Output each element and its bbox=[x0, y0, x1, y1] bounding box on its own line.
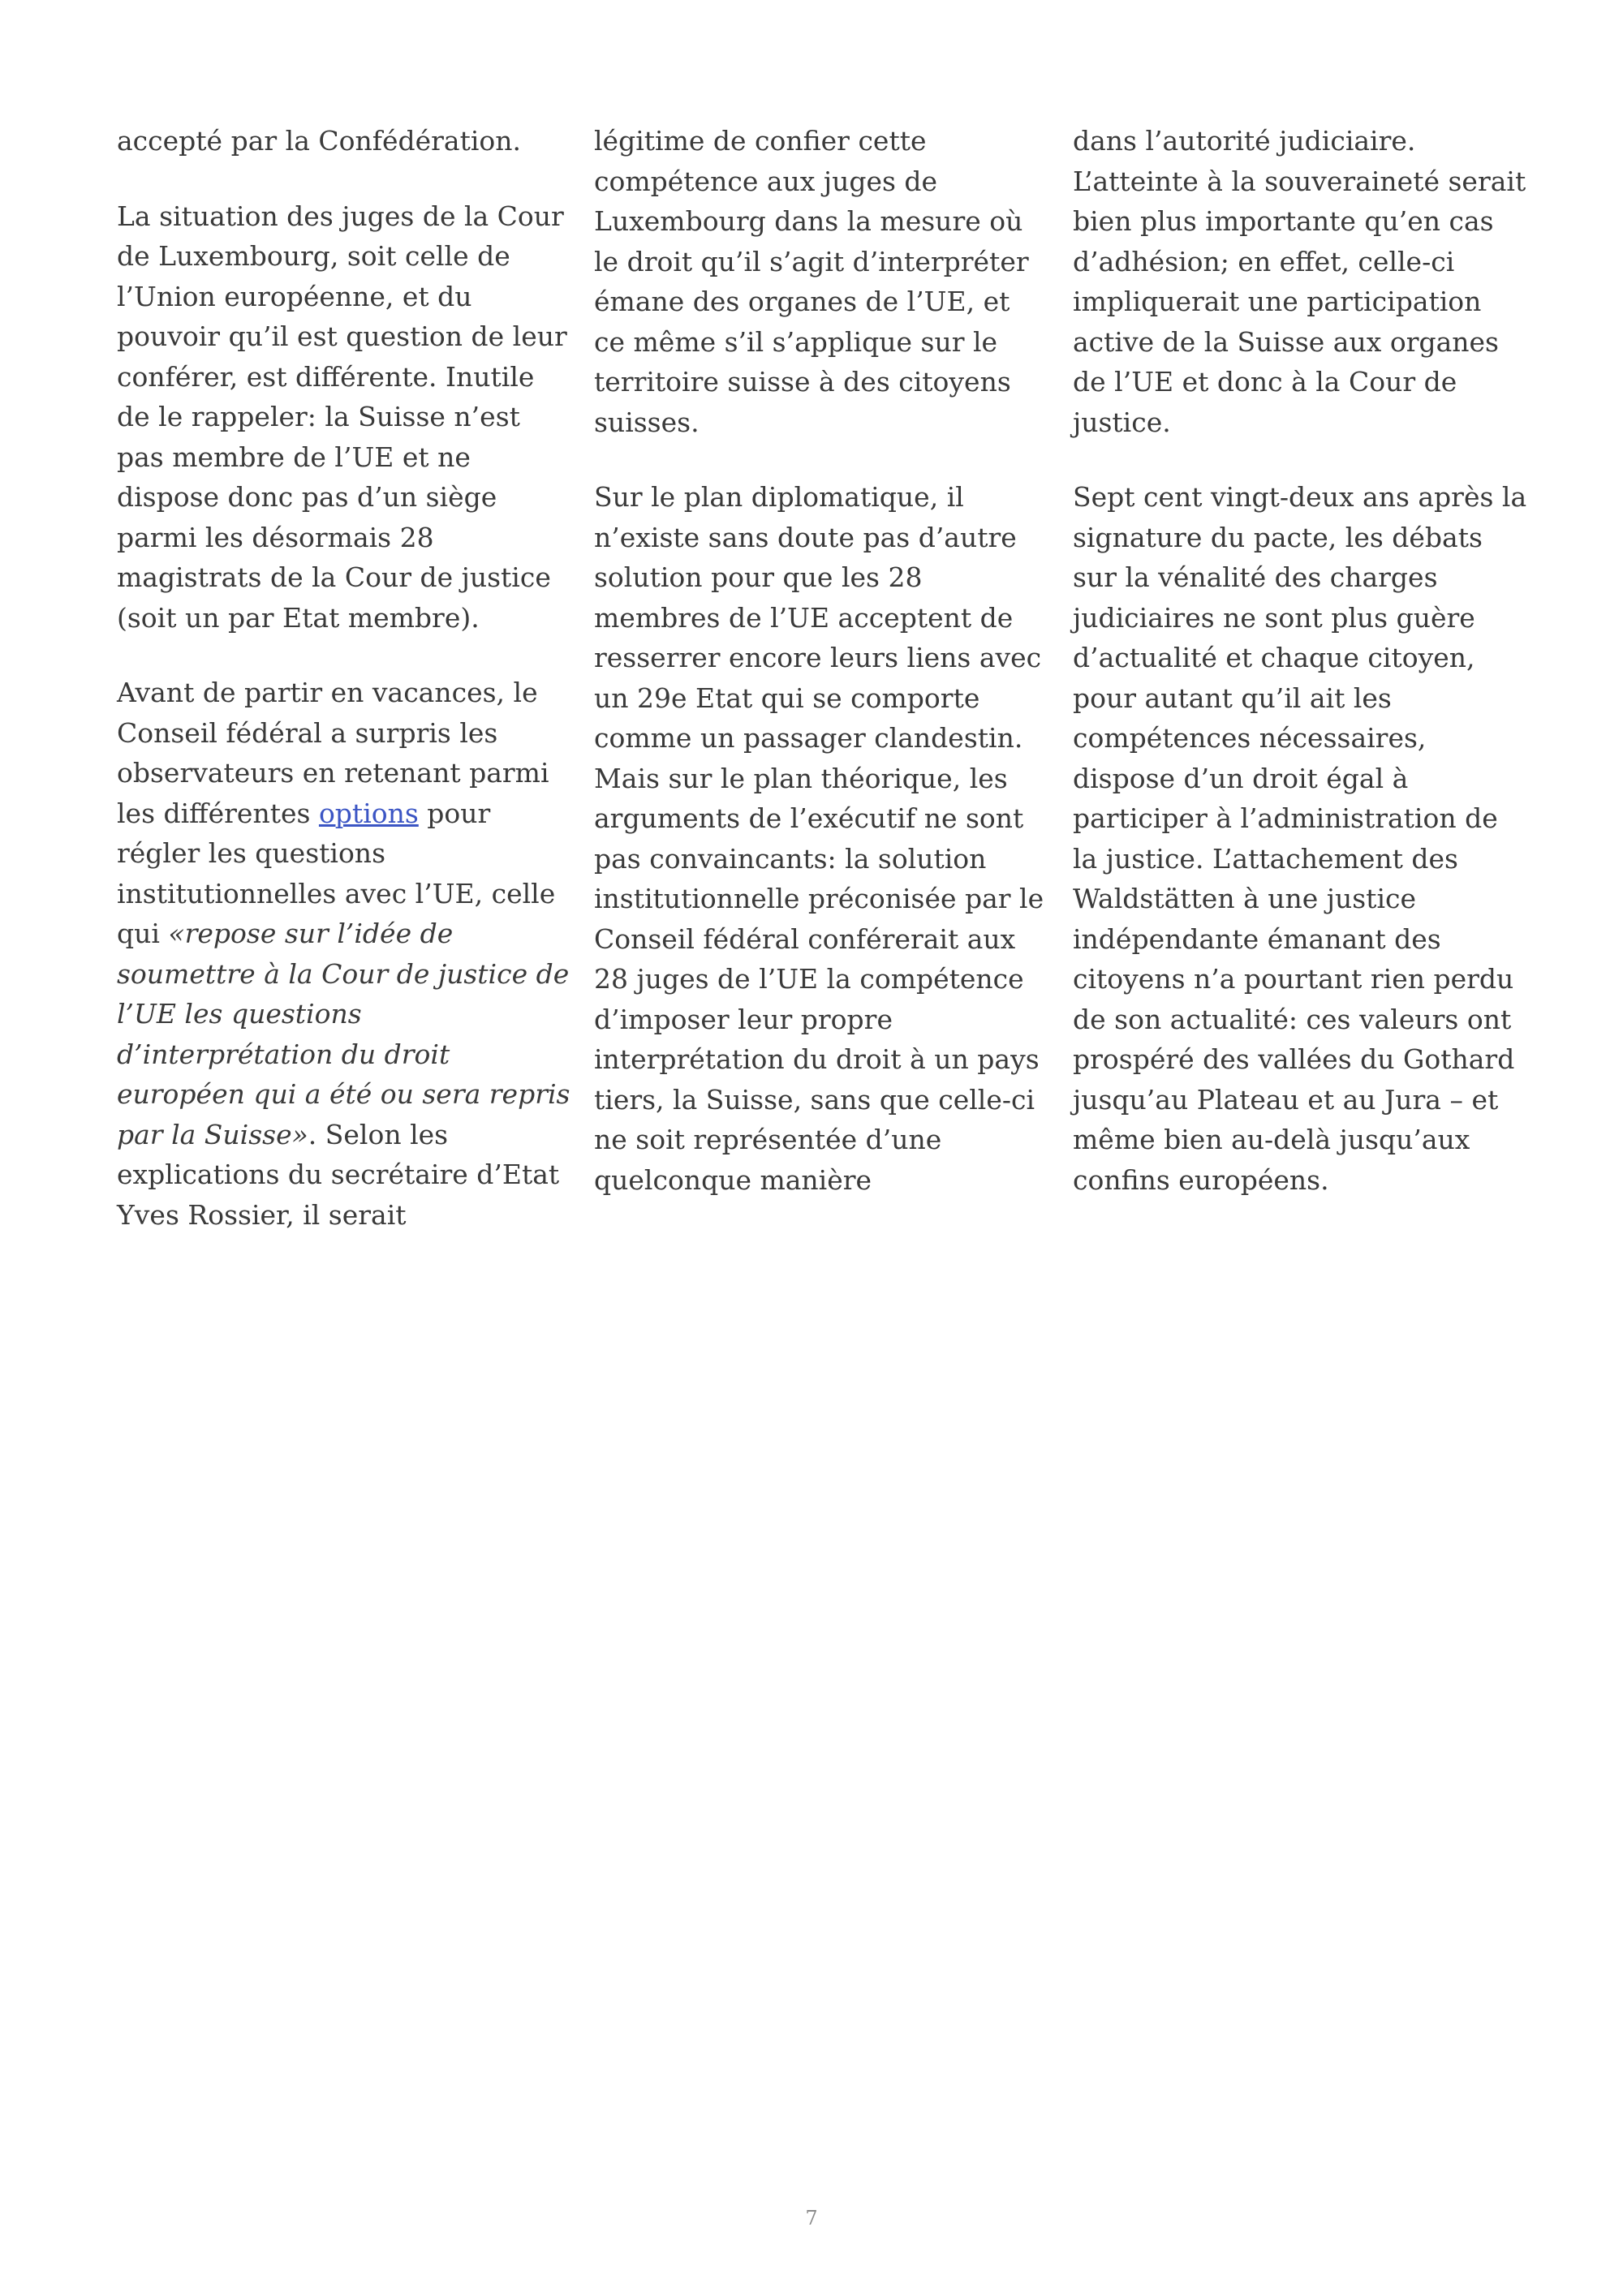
paragraph-text: Avant de partir en vacances, le Conseil fédéral a surpris les observateurs en retenant parmi les différentes bbox=[117, 677, 549, 829]
text-column-1 bbox=[117, 121, 571, 1270]
quotation: «repose sur l’idée de soumettre à la Cour de justice de l’UE les questions d’interprétation du droit européen qui a été ou sera repris par la Suisse» bbox=[117, 918, 570, 1150]
paragraph bbox=[117, 673, 571, 1235]
paragraph: Sur le plan diplomatique, il n’existe sans doute pas d’autre solution pour que les 28 membres de l’UE acceptent de resserrer encore leurs liens avec un 29e Etat qui se comporte comme un passager clandestin. Mais sur le plan théorique, les arguments de l’exécutif ne sont pas convaincants: la solution institutionnelle préconisée par le Conseil fédéral conférerait aux 28 juges de l’UE la compétence d’imposer leur propre interprétation du droit à un pays tiers, la Suisse, sans que celle-ci ne soit représentée d’une quelconque manière bbox=[594, 481, 1044, 1196]
paragraph: dans l’autorité judiciaire. L’atteinte à la souveraineté serait bien plus importante qu’en cas d’adhésion; en effet, celle-ci impliquerait une participation active de la Suisse aux organes de l’UE et donc à la Cour de justice. bbox=[1073, 125, 1526, 438]
options-link[interactable]: options bbox=[318, 797, 419, 829]
paragraph: légitime de confier cette compétence aux juges de Luxembourg dans la mesure où le droit qu’il s’agit d’interpréter émane des organes de l’UE, et ce même s’il s’applique sur le territoire suisse à des citoyens suisses. bbox=[594, 125, 1029, 438]
text-column-2 bbox=[594, 121, 1048, 1235]
paragraph: La situation des juges de la Cour de Luxembourg, soit celle de l’Union européenne, et du pouvoir qu’il est question de leur conférer, est différente. Inutile de le rappeler: la Suisse n’est pas membre de l’UE et ne dispose donc pas d’un siège parmi les désormais 28 magistrats de la Cour de justice (soit un par Etat membre). bbox=[117, 200, 567, 634]
paragraph-text: . Selon les explications du secrétaire d’Etat Yves Rossier, il serait bbox=[117, 1118, 560, 1231]
paragraph: Sept cent vingt-deux ans après la signature du pacte, les débats sur la vénalité des charges judiciaires ne sont plus guère d’actualité et chaque citoyen, pour autant qu’il ait les compétences nécessaires, dispose d’un droit égal à participer à l’administration de la justice. L’attachement des Waldstätten à une justice indépendante émanant des citoyens n’a pourtant rien perdu de son actualité: ces valeurs ont prospéré des vallées du Gothard jusqu’au Plateau et au Jura – et même bien au-delà jusqu’aux confins européens. bbox=[1073, 481, 1527, 1196]
paragraph: accepté par la Confédération. bbox=[117, 125, 521, 157]
text-column-3 bbox=[1073, 121, 1527, 1235]
page-number: 7 bbox=[805, 2207, 818, 2229]
paragraph-text: pour régler les questions institutionnelles avec l’UE, celle qui bbox=[117, 797, 556, 949]
